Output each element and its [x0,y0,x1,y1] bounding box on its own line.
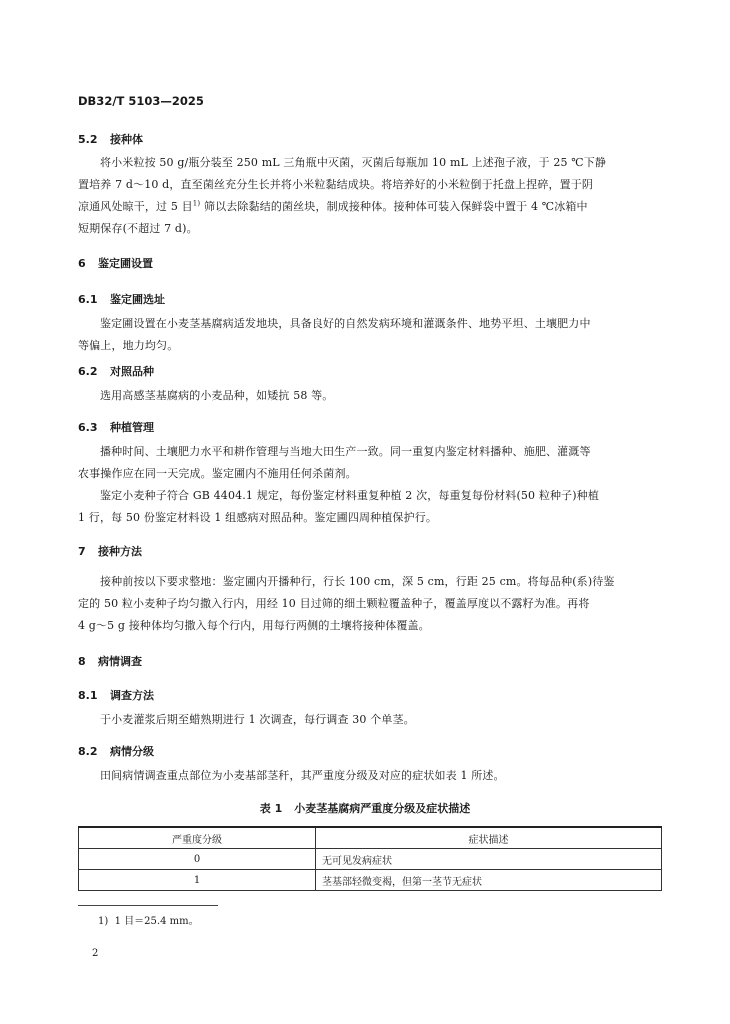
text-line: 田间病情调查重点部位为小麦基部茎秆，其严重度分级及对应的症状如表 1 所述。 [100,769,505,782]
text-line: 于小麦灌浆后期至蜡熟期进行 1 次调查，每行调查 30 个单茎。 [100,713,415,726]
footnote-divider [78,905,218,906]
section-number: 7 [78,545,86,558]
table-row [79,870,662,891]
text-line: 鉴定小麦种子符合 GB 4404.1 规定，每份鉴定材料重复种植 2 次，每重复每份材料(50 粒种子)种植 [100,489,600,502]
text-line: 短期保存(不超过 7 d)。 [78,222,198,235]
paragraph-8-1 [78,709,660,731]
section-title: 对照品种 [110,365,154,378]
section-number: 8.1 [78,689,98,702]
paragraph-5-2 [78,152,660,240]
section-heading-7 [78,543,142,559]
footnote [98,912,199,927]
table-header-cell: 严重度分级 [79,827,316,849]
paragraph-6-3 [78,441,660,529]
text-line: 鉴定圃设置在小麦茎基腐病适发地块，具备良好的自然发病环境和灌溉条件、地势平坦、土壤肥力中 [100,317,591,330]
section-title: 病情分级 [110,745,154,758]
paragraph-8-2 [78,765,660,787]
text-line: 农事操作应在同一天完成。鉴定圃内不施用任何杀菌剂。 [78,467,357,480]
section-number: 6.1 [78,293,98,306]
text-line: 将小米粒按 50 g/瓶分装至 250 mL 三角瓶中灭菌，灭菌后每瓶加 10 mL 上述孢子液，于 25 ℃下静 [100,156,607,169]
section-heading-5-2 [78,131,143,147]
section-heading-6-1 [78,291,165,307]
footnote-text: 1 目＝25.4 mm。 [114,916,199,927]
text-line: 置培养 7 d～10 d，直至菌丝充分生长并将小米粒黏结成块。将培养好的小米粒倒于托盘上捏碎，置于阴 [78,178,594,191]
section-number: 8.2 [78,745,98,758]
section-title: 鉴定圃选址 [110,293,165,306]
table-cell: 0 [79,849,316,870]
section-heading-6-2 [78,363,154,379]
table-caption [0,800,730,816]
text-line: 接种前按以下要求整地：鉴定圃内开播种行，行长 100 cm，深 5 cm，行距 25 cm。将每品种(系)待鉴 [100,575,615,588]
section-heading-8-2 [78,743,154,759]
section-title: 调查方法 [110,689,154,702]
table-header-row [79,827,662,849]
footnote-ref: 1) [192,199,201,208]
section-heading-6-3 [78,419,154,435]
section-title: 病情调查 [98,655,142,668]
paragraph-6-1 [78,313,660,357]
document-id: DB32/T 5103—2025 [78,94,204,108]
section-number: 5.2 [78,133,98,146]
table-title: 小麦茎基腐病严重度分级及症状描述 [294,802,471,815]
page-number: 2 [92,948,99,959]
text-fragment: 筛以去除黏结的菌丝块，制成接种体。接种体可装入保鲜袋中置于 4 ℃冰箱中 [200,200,588,213]
section-heading-6 [78,255,153,271]
footnote-marker: 1) [98,916,109,927]
table-row [79,849,662,870]
section-heading-8-1 [78,687,154,703]
section-title: 鉴定圃设置 [98,257,153,270]
table-number: 表 1 [259,802,283,815]
paragraph-7 [78,571,660,637]
section-number: 6.3 [78,421,98,434]
text-line: 1 行，每 50 份鉴定材料设 1 组感病对照品种。鉴定圃四周种植保护行。 [78,511,438,524]
section-number: 6.2 [78,365,98,378]
text-line: 4 g～5 g 接种体均匀撒入每个行内，用每行两侧的土壤将接种体覆盖。 [78,619,430,632]
paragraph-6-2 [78,385,660,407]
section-title: 接种方法 [98,545,142,558]
table-cell: 茎基部轻微变褐，但第一茎节无症状 [316,870,662,891]
section-number: 8 [78,655,86,668]
table-header-cell: 症状描述 [316,827,662,849]
severity-table [78,826,662,891]
section-number: 6 [78,257,86,270]
text-line: 选用高感茎基腐病的小麦品种，如矮抗 58 等。 [100,389,334,402]
text-fragment: 凉通风处晾干，过 5 目 [78,200,193,213]
text-line [78,196,660,218]
table-cell: 无可见发病症状 [316,849,662,870]
section-title: 种植管理 [110,421,154,434]
text-line: 定的 50 粒小麦种子均匀撒入行内，用经 10 目过筛的细土颗粒覆盖种子，覆盖厚度以不露籽为准。再将 [78,597,590,610]
text-line: 等偏上，地力均匀。 [78,339,179,352]
text-line: 播种时间、土壤肥力水平和耕作管理与当地大田生产一致。同一重复内鉴定材料播种、施肥、灌溉等 [100,445,591,458]
table-cell: 1 [79,870,316,891]
section-heading-8 [78,653,142,669]
section-title: 接种体 [110,133,143,146]
